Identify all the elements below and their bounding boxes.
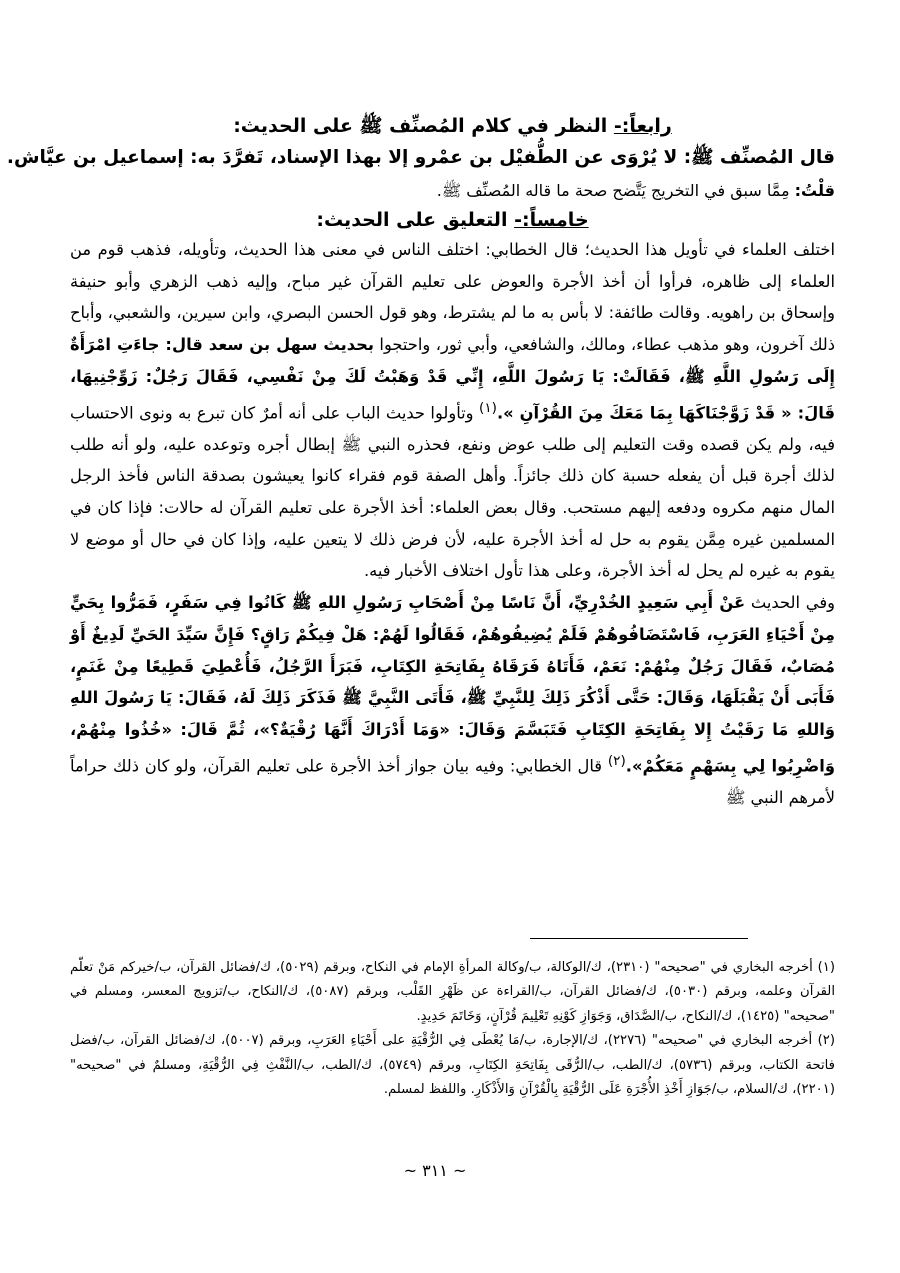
author-quote-label: قال المُصنِّف ﷺ:	[683, 147, 835, 168]
hadith-abu-said: عَنْ أَبِي سَعِيدٍ الخُدْرِيِّ، أَنَّ نَاسًا مِنْ أَصْحَابِ رَسُولِ اللهِ ﷺ كَانُوا فِي سَفَرٍ، فَمَرُّوا بِحَيٍّ مِنْ أَحْيَاءِ العَرَبِ، فَاسْتَضَافُوهُمْ فَلَمْ يُضِيفُوهُمْ، فَقَالُوا لَهُمْ: هَلْ فِيكُمْ رَاقٍ؟ فَإِنَّ سَيِّدَ الحَيِّ لَدِيغٌ أَوْ مُصَابٌ، فَقَالَ رَجُلٌ مِنْهُمْ: نَعَمْ، فَأَتَاهُ فَرَقَاهُ بِفَاتِحَةِ الكِتَابِ، فَبَرَأَ الرَّجُلُ، فَأُعْطِيَ قَطِيعًا مِنْ غَنَمٍ، فَأَبَى أَنْ يَقْبَلَهَا، وَقَالَ: حَتَّى أَذْكُرَ ذَلِكَ لِلنَّبِيِّ ﷺ، فَأَتَى النَّبِيَّ ﷺ فَذَكَرَ ذَلِكَ لَهُ، فَقَالَ: يَا رَسُولَ اللهِ وَاللهِ مَا رَقَيْتُ إِلا بِفَاتِحَةِ الكِتَابِ فَتَبَسَّمَ وَقَالَ: «وَمَا أَدْرَاكَ أَنَّهَا رُقْيَةٌ؟»، ثُمَّ قَالَ: «خُذُوا مِنْهُمْ، وَاضْرِبُوا لِي بِسَهْمٍ مَعَكُمْ».	[70, 593, 835, 776]
paragraph-commentary	[70, 234, 835, 587]
footnote-separator	[530, 938, 748, 939]
page-body	[6, 112, 836, 814]
heading-fourth	[70, 112, 835, 140]
footnotes	[70, 956, 835, 1102]
footnote-2: (٢) أخرجه البخاري في "صحيحه" (٢٢٧٦)، ك/الإجارة، ب/مَا يُعْطَى فِي الرُّقْيَةِ على أَحْيَاءِ العَرَبِ، وبرقم (٥٠٠٧)، ك/فضائل القرآن، ب/فضل فاتحة الكتاب، وبرقم (٥٧٣٦)، ك/الطب، ب/الرُّقَى بِفَاتِحَةِ الكِتَابِ، وبرقم (٥٧٤٩)، ك/الطب، ب/النَّفْثِ فِي الرُّقْيَةِ، ومسلمٌ في "صحيحه" (٢٢٠١)، ك/السلام، ب/جَوَازِ أَخْذِ الأُجْرَةِ عَلَى الرُّقْيَةِ بِالْقُرْآنِ وَالأَذْكَارِ. واللفظ لمسلم.	[70, 1033, 835, 1098]
page-number: ~ ٣١١ ~	[403, 1161, 467, 1180]
footnote-ref-2: (٢)	[607, 752, 626, 769]
paragraph1-part2: وتأولوا حديث الباب على أنه أمرٌ كان تبرع به ونوى الاحتساب فيه، ولم يكن قصده وقت التعليم إلى طلب عوض ونفع، فحذره النبي ﷺ إبطال أجره وتوعده عليه، ولو أنه طلب لذلك أجرة قبل أن يفعله حسبة كان ذلك جائزاً. وأهل الصفة قوم فقراء كانوا يعيشون بصدقة الناس فأخذ الرجل المال منهم مكروه ودفعه إليهم مستحب. وقال بعض العلماء: أخذ الأجرة على تعليم القرآن له حالات: فإذا كان في المسلمين غيره مِمَّن يقوم به حل له أخذ الأجرة عليه، لأن فرض ذلك لا يتعين عليه، وإذا كان في حال أو موضع لا يقوم به غيره لم يحل له أخذ الأجرة، وعلى هذا تأول اختلاف الأخبار فيه.	[70, 402, 835, 581]
qultu-line	[70, 176, 835, 206]
heading-fourth-text: النظر في كلام المُصنِّف ﷺ على الحديث:	[233, 115, 608, 137]
author-quote-text: لا يُرْوَى عن الطُّفيْل بن عمْرو إلا بهذا الإسناد، تَفرَّدَ به: إسماعيل بن عيَّاش.	[6, 147, 678, 168]
paragraph2-intro: وفي الحديث	[745, 593, 836, 613]
paragraph1-part1: اختلف العلماء في تأويل هذا الحديث؛ قال الخطابي: اختلف الناس في معنى هذا الحديث، وتأويله، فذهب قوم من العلماء إلى ظاهره، فرأوا أن أخذ الأجرة والعوض على تعليم القرآن غير مباح، وإليه ذهب الزهري وأبو حنيفة وإسحاق بن راهويه. وقالت طائفة: لا بأس به ما لم يشترط، وهو قول الحسن البصري، وابن سيرين، والشعبي، وأباح ذلك آخرون، وهو مذهب عطاء، ومالك، والشافعي، وأبي ثور، واحتجوا	[70, 240, 835, 355]
qultu-text: مِمَّا سبق في التخريج يَتَّضح صحة ما قاله المُصنِّف ﷺ.	[436, 181, 790, 200]
heading-fifth-text: التعليق على الحديث:	[316, 209, 508, 231]
author-quote	[6, 140, 835, 176]
qultu-label: قلْتُ:	[794, 181, 835, 200]
heading-fifth-label: خامساً:-	[514, 209, 589, 231]
heading-fourth-label: رابعاً:-	[613, 115, 672, 137]
heading-fifth	[70, 206, 835, 234]
paragraph2-tail: قال الخطابي: وفيه بيان جواز أخذ الأجرة على تعليم القرآن، ولو كان ذلك حراماً لأمرهم النبي ﷺ	[70, 756, 835, 807]
footnote-ref-1: (١)	[479, 399, 497, 416]
paragraph-abu-said	[70, 587, 835, 813]
footnote-1: (١) أخرجه البخاري في "صحيحه" (٢٣١٠)، ك/الوكالة، ب/وكالة المرأةِ الإمام في النكاح، وبرقم (٥٠٢٩)، ك/فضائل القرآن، ب/خيركم مَنْ تعلّم القرآن وعلمه، وبرقم (٥٠٣٠)، ك/فضائل القرآن، ب/القراءة عن ظَهْرِ القَلْب، وبرقم (٥٠٨٧)، ك/النكاح، ب/تزويج المعسر، ومسلم في "صحيحه" (١٤٢٥)، ك/النكاح، ب/الصَّدَاق، وَجَوَازِ كَوْنِهِ تَعْلِيمَ قُرْآنٍ، وَخَاتَمَ حَدِيدٍ.	[70, 960, 836, 1024]
hadith-sahl: بحديث سهل بن سعد قال: جاءَتِ امْرَأَةٌ إِلَى رَسُولِ اللَّهِ ﷺ، فَقَالَتْ: يَا رَسُولَ اللَّهِ، إِنِّي قَدْ وَهَبْتُ لَكَ مِنْ نَفْسِي، فَقَالَ رَجُلٌ: زَوِّجْنِيهَا، قَالَ: « قَدْ زَوَّجْنَاكَهَا بِمَا مَعَكَ مِنَ القُرْآنِ ».	[70, 335, 836, 422]
